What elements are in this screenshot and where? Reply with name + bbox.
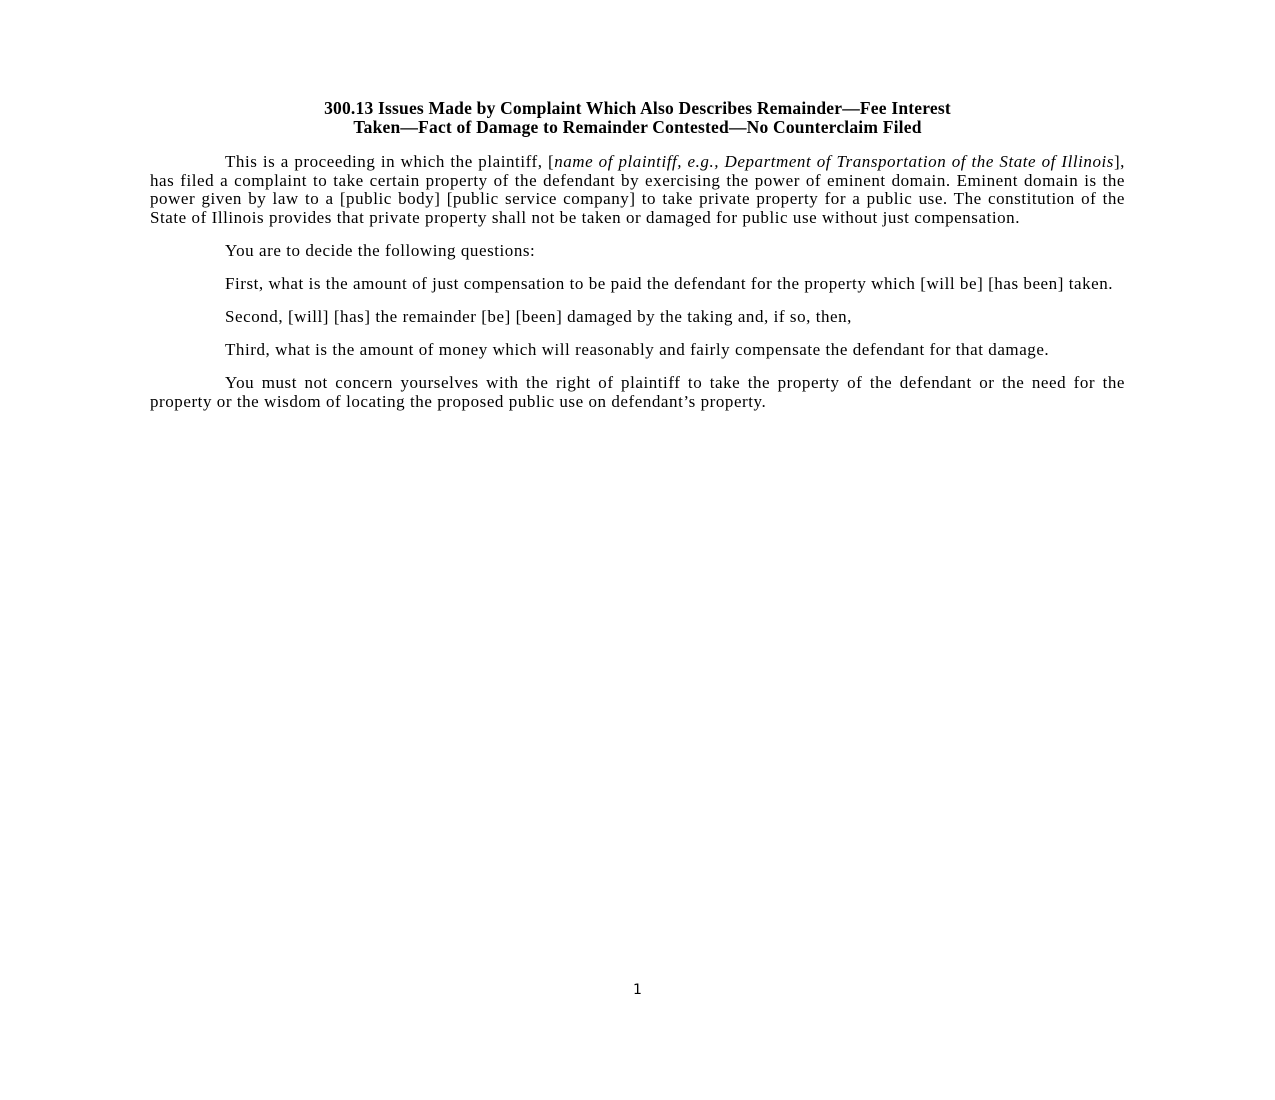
text: ], has filed a complaint to take certain property of the defendant by exercising the power of eminent domain. Eminent domain is the power given by law to a [public body] [public service company] to take private property for a public use. The constitution of the State of Illinois provides that private property shall not be taken or damaged for public use without just compensation. xyxy=(150,152,1125,227)
paragraph-first: First, what is the amount of just compensation to be paid the defendant for the property which [will be] [has been] taken. xyxy=(225,273,1114,293)
paragraph-intro xyxy=(150,153,1125,227)
italic-placeholder: name of plaintiff, e.g., Department of Transportation of the State of Illinois xyxy=(554,152,1114,171)
instruction-title xyxy=(150,99,1125,137)
paragraph-second: Second, [will] [has] the remainder [be] [been] damaged by the taking and, if so, then, xyxy=(225,307,852,327)
paragraph-third: Third, what is the amount of money which will reasonably and fairly compensate the defendant for that damage. xyxy=(225,340,1050,360)
paragraph-questions: You are to decide the following questions: xyxy=(225,240,536,260)
document-page xyxy=(150,99,1125,426)
text: This is a proceeding in which the plaintiff, [ xyxy=(225,152,555,171)
title-line-1: 300.13 Issues Made by Complaint Which Also Describes Remainder—Fee Interest xyxy=(324,98,951,118)
page-number: 1 xyxy=(633,982,642,998)
title-line-2: Taken—Fact of Damage to Remainder Contested—No Counterclaim Filed xyxy=(353,117,922,137)
paragraph-caution: You must not concern yourselves with the right of plaintiff to take the property of the defendant or the need for the property or the wisdom of locating the proposed public use on defendant’s property. xyxy=(150,373,1125,411)
